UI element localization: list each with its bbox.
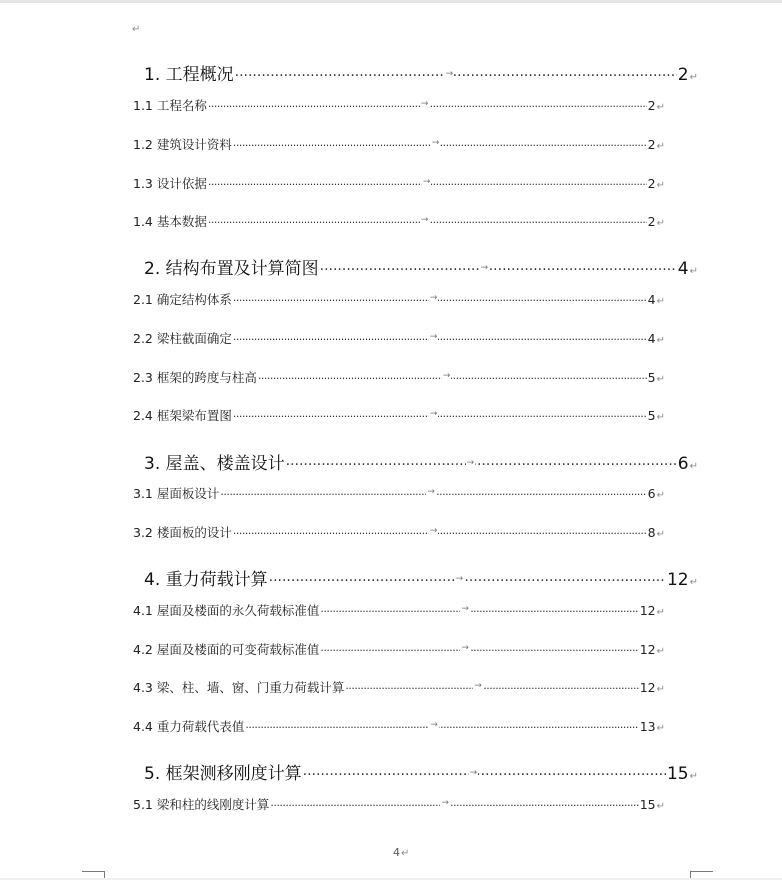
toc-leader-dots	[286, 452, 677, 469]
toc-leader-dots	[345, 680, 638, 693]
toc-entry-4[interactable]	[144, 565, 698, 590]
toc-entry-page: 4	[647, 292, 656, 307]
toc-leader-dots	[208, 98, 647, 111]
tab-arrow-icon: ..... →	[480, 263, 489, 273]
toc-entry-2[interactable]	[144, 254, 698, 279]
toc-leader-dots	[320, 642, 638, 655]
toc-entry-title: 3.1 屋面板设计	[133, 486, 220, 501]
toc-entry-title: 4.3 梁、柱、墙、窗、门重力荷载计算	[133, 680, 345, 695]
toc-entry-3-1[interactable]	[133, 484, 665, 502]
paragraph-mark-icon: ↵	[656, 374, 665, 385]
paragraph-mark-icon: ↵	[656, 723, 665, 734]
toc-entry-title: 1. 工程概况	[144, 65, 234, 85]
toc-leader-dots	[233, 331, 647, 344]
toc-entry-3[interactable]	[144, 449, 698, 474]
paragraph-mark-icon: ↵	[656, 296, 665, 307]
tab-arrow-icon: ..... →	[469, 768, 478, 778]
toc-leader-dots	[269, 568, 666, 585]
toc-entry-title: 2.4 框架梁布置图	[133, 408, 232, 423]
paragraph-mark-icon: ↵	[401, 848, 410, 859]
tab-arrow-icon: ..... →	[429, 293, 438, 303]
toc-leader-dots	[245, 719, 638, 732]
toc-leader-dots	[220, 486, 646, 499]
toc-entry-page: 12	[639, 642, 656, 657]
paragraph-mark-icon: ↵	[656, 412, 665, 423]
page-number-text: 4	[393, 846, 400, 859]
tab-arrow-icon: ..... →	[461, 604, 469, 614]
paragraph-mark-icon: ↵	[689, 577, 698, 588]
toc-entry-title: 3.2 楼面板的设计	[133, 525, 232, 540]
tab-arrow-icon: ..... →	[422, 177, 431, 187]
toc-entry-page: 2	[677, 65, 689, 85]
toc-entry-4-4[interactable]	[133, 717, 665, 735]
toc-leader-dots	[208, 214, 647, 227]
toc-entry-page: 8	[647, 525, 656, 540]
toc-entry-title: 3. 屋盖、楼盖设计	[144, 454, 285, 474]
toc-entry-4-3[interactable]	[133, 678, 665, 696]
paragraph-mark-icon: ↵	[656, 607, 665, 618]
paragraph-mark-icon: ↵	[656, 102, 665, 113]
toc-entry-page: 2	[647, 214, 656, 229]
toc-entry-title: 1.4 基本数据	[133, 214, 207, 229]
toc-entry-title: 1.1 工程名称	[133, 98, 207, 113]
toc-entry-title: 4.1 屋面及楼面的永久荷载标准值	[133, 603, 320, 618]
toc-entry-5-1[interactable]	[133, 795, 665, 813]
tab-arrow-icon: ..... →	[474, 681, 482, 691]
toc-leader-dots	[208, 176, 647, 189]
tab-arrow-icon: ..... →	[420, 99, 429, 109]
toc-entry-1[interactable]	[144, 60, 698, 85]
tab-arrow-icon: ..... →	[429, 332, 438, 342]
tab-arrow-icon: ..... →	[441, 798, 449, 808]
toc-entry-title: 2.3 框架的跨度与柱高	[133, 370, 257, 385]
toc-entry-title: 2. 结构布置及计算简图	[144, 259, 319, 279]
toc-entry-1-1[interactable]	[133, 96, 665, 114]
paragraph-mark-icon: ↵	[656, 684, 665, 695]
toc-leader-dots	[233, 137, 647, 150]
toc-entry-title: 5.1 梁和柱的线刚度计算	[133, 797, 270, 812]
toc-entry-page: 5	[647, 408, 656, 423]
paragraph-mark-icon: ↵	[656, 141, 665, 152]
paragraph-mark-icon: ↵	[656, 218, 665, 229]
toc-entry-4-1[interactable]	[133, 601, 665, 619]
toc-entry-5[interactable]	[144, 759, 698, 784]
toc-entry-title: 1.3 设计依据	[133, 176, 207, 191]
paragraph-mark-icon: ↵	[689, 461, 698, 472]
tab-arrow-icon: ..... →	[427, 487, 435, 497]
toc-entry-2-3[interactable]	[133, 368, 665, 386]
tab-arrow-icon: ..... →	[445, 69, 454, 79]
toc-entry-1-3[interactable]	[133, 174, 665, 192]
toc-entry-page: 4	[677, 259, 689, 279]
toc-leader-dots	[320, 257, 677, 274]
paragraph-mark-icon: ↵	[689, 266, 698, 277]
toc-entry-title: 1.2 建筑设计资料	[133, 137, 232, 152]
paragraph-mark-icon: ↵	[656, 180, 665, 191]
tab-arrow-icon: ..... →	[420, 215, 429, 225]
footer-page-number	[393, 846, 409, 859]
toc-entry-title: 2.2 梁柱截面确定	[133, 331, 232, 346]
toc-entry-1-4[interactable]	[133, 212, 665, 230]
toc-entry-title: 4. 重力荷载计算	[144, 570, 268, 590]
paragraph-mark-icon: ↵	[689, 72, 698, 83]
toc-entry-page: 2	[647, 137, 656, 152]
toc-leader-dots	[233, 292, 647, 305]
page-top-edge	[0, 0, 782, 3]
toc-entry-page: 15	[666, 764, 689, 784]
toc-leader-dots	[303, 762, 666, 779]
toc-leader-dots	[233, 525, 647, 538]
tab-arrow-icon: ..... →	[466, 458, 475, 468]
tab-arrow-icon: ..... →	[431, 138, 440, 148]
toc-entry-2-1[interactable]	[133, 290, 665, 308]
toc-entry-page: 15	[639, 797, 656, 812]
tab-arrow-icon: ..... →	[429, 526, 438, 536]
toc-entry-page: 2	[647, 176, 656, 191]
toc-entry-title: 4.2 屋面及楼面的可变荷载标准值	[133, 642, 320, 657]
paragraph-mark-icon: ↵	[132, 24, 141, 35]
toc-entry-page: 12	[639, 680, 656, 695]
toc-entry-4-2[interactable]	[133, 640, 665, 658]
paragraph-mark-icon: ↵	[656, 529, 665, 540]
toc-entry-page: 2	[647, 98, 656, 113]
paragraph-mark-icon: ↵	[689, 771, 698, 782]
paragraph-mark-icon: ↵	[656, 490, 665, 501]
toc-leader-dots	[258, 370, 647, 383]
toc-entry-title: 4.4 重力荷载代表值	[133, 719, 245, 734]
toc-leader-dots	[235, 63, 677, 80]
tab-arrow-icon: ..... →	[455, 574, 464, 584]
tab-arrow-icon: ..... →	[429, 409, 438, 419]
tab-arrow-icon: ..... →	[461, 643, 469, 653]
paragraph-mark-icon: ↵	[656, 801, 665, 812]
toc-entry-page: 6	[677, 454, 689, 474]
toc-leader-dots	[233, 408, 647, 421]
tab-arrow-icon: ..... →	[430, 720, 438, 730]
toc-entry-title: 2.1 确定结构体系	[133, 292, 232, 307]
tab-arrow-icon: ..... →	[442, 371, 451, 381]
toc-entry-1-2[interactable]	[133, 135, 665, 153]
toc-entry-page: 6	[647, 486, 656, 501]
toc-entry-2-2[interactable]	[133, 329, 665, 347]
toc-entry-page: 12	[639, 603, 656, 618]
toc-entry-3-2[interactable]	[133, 523, 665, 541]
paragraph-mark-icon: ↵	[656, 646, 665, 657]
toc-entry-2-4[interactable]	[133, 406, 665, 424]
toc-leader-dots	[320, 603, 638, 616]
toc-entry-page: 12	[666, 570, 689, 590]
paragraph-mark-icon: ↵	[656, 335, 665, 346]
toc-leader-dots	[270, 797, 638, 810]
toc-entry-page: 4	[647, 331, 656, 346]
toc-entry-title: 5. 框架测移刚度计算	[144, 764, 302, 784]
toc-entry-page: 5	[647, 370, 656, 385]
toc-entry-page: 13	[639, 719, 656, 734]
